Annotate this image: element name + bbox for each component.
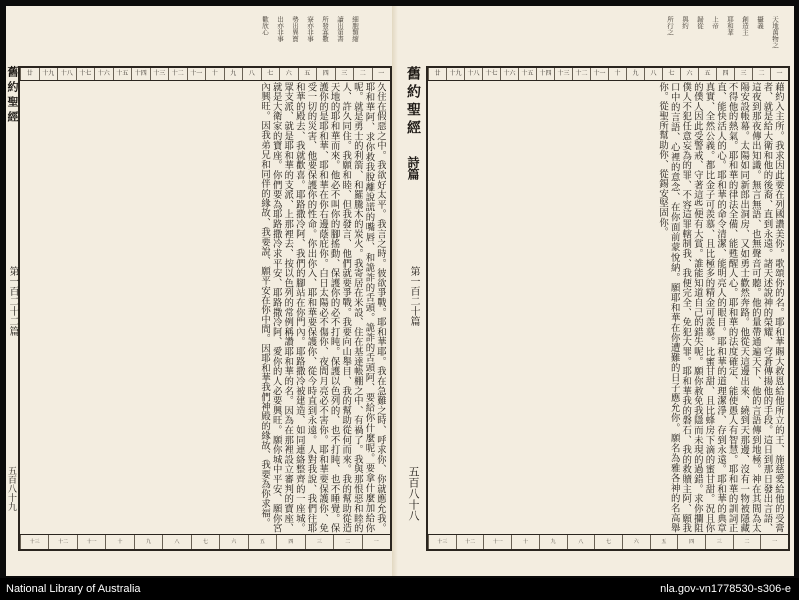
top-note: 所行之 [666,16,674,36]
right-top-notes [666,16,778,58]
verse-number-cell: 三 [335,68,354,80]
commentary-cell: 三 [705,535,733,549]
right-body-text: 藉約入主所。我求因此要在列國讚美你。歌頌你的名。耶和華賜大救恩給他所立的王、施慈愛給他的受膏者、就是給大衛和他的後裔、直到永遠。諸天述說神的榮耀、穹蒼傳揚他的手段。這日到那日發出言語、這夜到那夜傳出知識。無言無語、也無聲音可聽。他的量帶通遍天下、他的言語傳到地極。神在其間為太陽安設帳幕。太陽如同新郎出洞房、又如勇士歡然奔路。他從天這邊出來、繞到天那邊、沒有一物被隱藏不得他的熱氣。耶和華的律法全備、能甦醒人心。耶和華的法度確定、能使愚人有智慧。耶和華的訓詞正直、能快活人的心。耶和華的命令清潔、能明亮人的眼目。耶和華的道理潔淨、存到永遠。耶和華的典章真實、全然公義。都比金子可羨慕、且比極多的精金可羨慕。比蜜甘甜、且比蜂房下滴的蜜甘甜。況且你的僕人因此受警戒、守著這些便有大賞。誰能知道自己的錯失呢。願你赦免我隱而未現的過錯。求你攔阻僕人不犯任意妄為的罪、不容這罪轄制我、我便完全、免犯大罪。耶和華我的磐石、我的救贖主阿、願我口中的言語、心裡的意念、在你面前蒙悅納。願耶和華在你遭難的日子應允你。願名為雅各神的名高舉你。從聖所幫助你、從錫安堅固你。 [657,82,784,533]
verse-number-cell: 四 [716,68,734,80]
commentary-cell: 七 [191,535,219,549]
verse-number-cell: 十三 [554,68,572,80]
commentary-cell: 十 [105,535,133,549]
verse-number-cell: 十五 [518,68,536,80]
verse-number-cell: 九 [626,68,644,80]
top-note: 創造主 [741,16,749,36]
left-body-text: 久住在假惡之中。我欲好太平。我言之時。彼欲爭戰。耶和華耶。我在急難之時、呼求你、你就應允我。耶和華阿、求你救我脫離說謊的嘴唇、和詭詐的舌頭。詭詐的舌頭阿、要給你什麼呢。要拿什麼加給你呢。就是勇士的利箭、和羅騰木的炭火。我寄居在米設、住在基達帳棚之中、有禍了。我與那恨惡和睦的人、許久同住。我願和睦、但我發言、他們就要爭戰。我要向山舉目、我的幫助從何而來。我的幫助從造天地的耶和華而來。他必不叫你的腳搖動、保護你的必不打盹。保護以色列的、也不打盹、也不睡覺。保護你的是耶和華、耶和華在你右邊蔭庇你。白日太陽必不傷你、夜間月亮必不害你。耶和華要保護你、免受一切的災害、他要保護你的性命。你出你入、耶和華要保護你、從今時直到永遠。人對我說、我們往耶和華的殿去、我就歡喜。耶路撒冷阿、我們的腳站在你門內。耶路撒冷被建造、如同連絡整齊的一座城。眾支派、就是耶和華的支派、上那裡去、按以色列的常例稱讚耶和華的名。因為在那裡設立審判的寶座、就是大衛家的寶座。你們要為耶路撒冷求平安、耶路撒冷阿、愛你的人必要興旺。願你城中平安、願你宮內興旺。因我弟兄和同伴的緣故、我要說、願平安在你中間。因耶和華我們神殿的緣故、我要為你求福。 [259,82,386,533]
commentary-cell: 八 [567,535,595,549]
verse-number-cell: 九 [224,68,243,80]
left-verse-header [20,68,390,81]
top-note: 歸從 [696,16,704,29]
right-running-title: 舊約聖經 [405,66,421,138]
verse-number-cell: 二 [353,68,372,80]
verse-number-cell: 十六 [500,68,518,80]
top-note: 歡欣心 [261,16,269,36]
verse-number-cell: 十七 [76,68,95,80]
verse-number-cell: 八 [242,68,261,80]
left-commentary-footer [20,534,390,549]
verse-number-cell: 七 [662,68,680,80]
commentary-cell: 六 [622,535,650,549]
verse-number-cell: 一 [372,68,391,80]
commentary-cell: 十一 [483,535,511,549]
top-note: 勢出異寶 [291,16,299,42]
commentary-cell: 八 [162,535,190,549]
commentary-cell: 七 [594,535,622,549]
commentary-cell: 十三 [428,535,456,549]
commentary-cell: 三 [305,535,333,549]
left-page [6,6,399,576]
commentary-cell: 十 [511,535,539,549]
verse-number-cell: 十二 [572,68,590,80]
commentary-cell: 十三 [20,535,48,549]
left-page-number: 五百八十九 [6,466,16,511]
commentary-cell: 十一 [77,535,105,549]
commentary-cell: 四 [276,535,304,549]
top-note: 細胞類縮 [351,16,359,42]
commentary-cell: 一 [362,535,390,549]
right-verse-header [428,68,788,81]
commentary-cell: 九 [539,535,567,549]
verse-number-cell: 十四 [536,68,554,80]
verse-number-cell: 十六 [94,68,113,80]
verse-number-cell: 十九 [39,68,58,80]
verse-number-cell: 十二 [168,68,187,80]
top-note: 與約 [681,16,689,29]
left-running-title: 舊約聖經 [6,66,19,126]
commentary-cell: 二 [733,535,761,549]
library-identifier: nla.gov-vn1778530-s306-e [660,583,791,595]
commentary-cell: 十二 [456,535,484,549]
commentary-cell: 九 [134,535,162,549]
commentary-cell: 二 [333,535,361,549]
top-note: 上帝 [711,16,719,29]
right-margin-column [400,66,424,551]
verse-number-cell: 三 [734,68,752,80]
left-chapter-label: 第一百二十二篇 [7,266,18,336]
verse-number-cell: 十九 [446,68,464,80]
verse-number-cell: 十七 [482,68,500,80]
verse-number-cell: 五 [698,68,716,80]
commentary-cell: 五 [248,535,276,549]
verse-number-cell: 十八 [464,68,482,80]
right-book-subtitle: 詩篇 [406,156,420,180]
verse-number-cell: 一 [770,68,788,80]
commentary-cell: 五 [650,535,678,549]
library-name: National Library of Australia [6,583,141,595]
top-note: 所發寡數 [321,16,329,42]
right-text-frame [426,66,790,551]
commentary-cell: 十二 [48,535,76,549]
verse-number-cell: 十一 [187,68,206,80]
top-note: 天地萬物之 [771,16,779,49]
verse-number-cell: 二 [752,68,770,80]
verse-number-cell: 七 [261,68,280,80]
verse-number-cell: 五 [298,68,317,80]
verse-number-cell: 廿 [20,68,39,80]
verse-number-cell: 十四 [131,68,150,80]
verse-number-cell: 六 [680,68,698,80]
commentary-cell: 四 [677,535,705,549]
left-top-notes [261,16,358,58]
verse-number-cell: 廿 [428,68,446,80]
verse-number-cell: 六 [279,68,298,80]
left-margin-column [4,66,18,551]
verse-number-cell: 十五 [113,68,132,80]
verse-number-cell: 十三 [150,68,169,80]
verse-number-cell: 十一 [590,68,608,80]
top-note: 攝義 [756,16,764,29]
top-note: 出亦非事 [276,16,284,42]
left-text-frame [18,66,392,551]
right-commentary-footer [428,534,788,549]
verse-number-cell: 十 [608,68,626,80]
verse-number-cell: 八 [644,68,662,80]
right-chapter-label: 第一百二十篇 [408,266,419,326]
library-footer-bar [0,578,799,600]
verse-number-cell: 十八 [57,68,76,80]
verse-number-cell: 四 [316,68,335,80]
right-page [398,6,794,576]
verse-number-cell: 十 [205,68,224,80]
commentary-cell: 一 [760,535,788,549]
top-note: 讀出第書 [336,16,344,42]
top-note: 寮亦非事 [306,16,314,42]
commentary-cell: 六 [219,535,247,549]
right-page-number: 五百八十八 [407,466,420,521]
top-note: 耶和華 [726,16,734,36]
